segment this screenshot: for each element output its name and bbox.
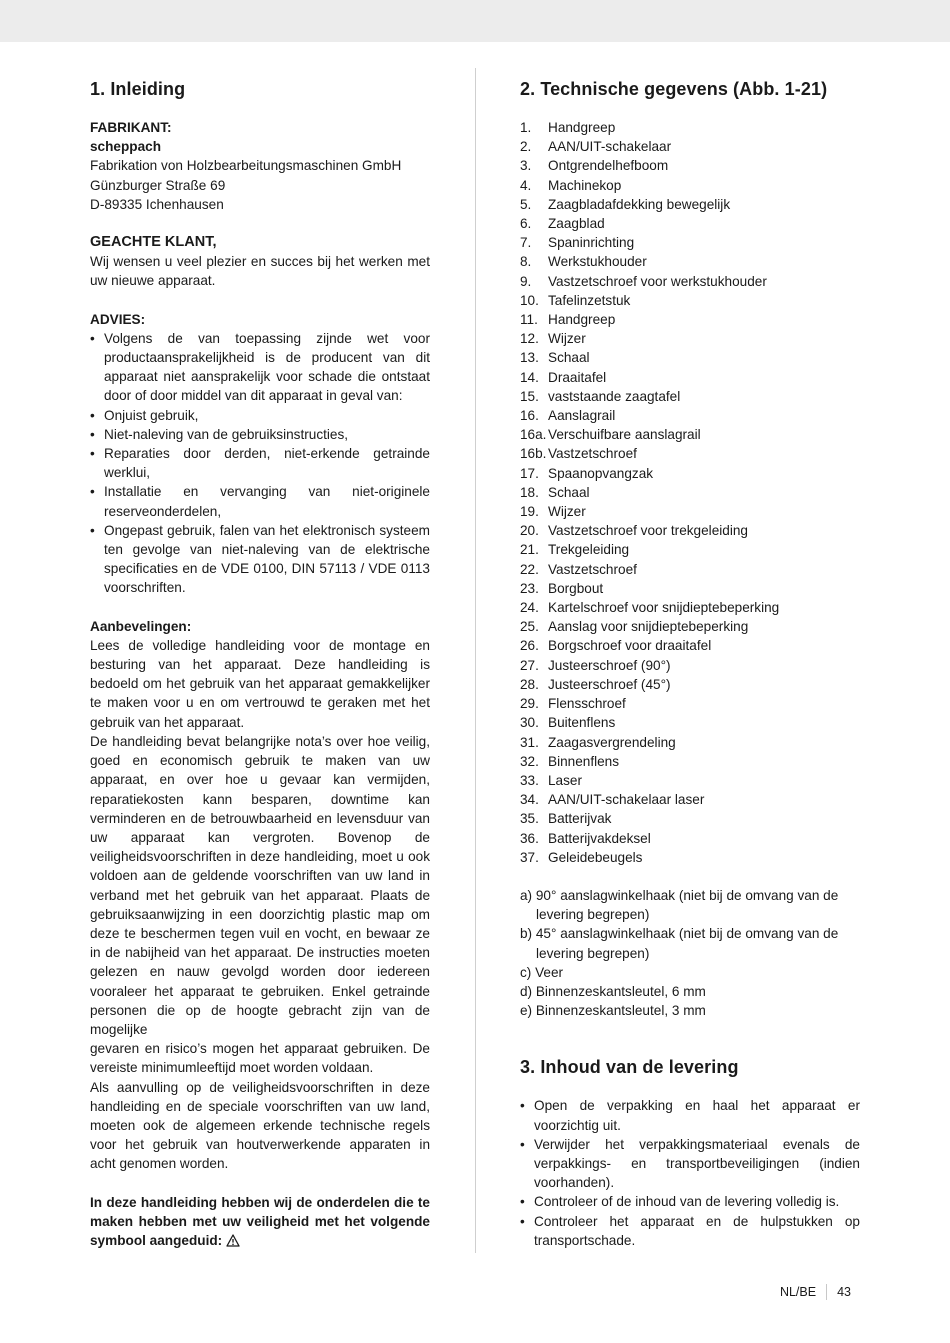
part-list-item — [520, 214, 860, 233]
greeting-title: GEACHTE KLANT, — [90, 234, 217, 251]
manufacturer-label: FABRIKANT: — [90, 120, 172, 135]
warning-triangle-icon — [226, 1233, 240, 1252]
part-list-item — [520, 464, 860, 483]
part-list-item — [520, 675, 860, 694]
recommendations-paragraph: Lees de volledige handleiding voor de montage en besturing van het apparaat. Deze handleiding is bedoeld om het gebruik van het apparaat gemakkelijker te maken voor u en om vertrouwd te geraken met het gebruik van het apparaat. — [90, 637, 430, 730]
part-number: 16a. — [520, 427, 547, 443]
part-list-item — [520, 156, 860, 175]
page-footer — [780, 1284, 851, 1300]
part-list-item — [520, 560, 860, 579]
part-number: 2. — [520, 139, 532, 155]
part-list-item — [520, 483, 860, 502]
part-label: Trekgeleiding — [548, 542, 630, 558]
part-list-item — [520, 195, 860, 214]
footer-language: NL/BE — [779, 1285, 817, 1299]
part-label: Borgbout — [548, 580, 604, 596]
part-label: Justeerschroef (90°) — [548, 657, 671, 673]
recommendations-paragraph: Als aanvulling op de veiligheidsvoorschriften in deze handleiding en de speciale voorschriften van uw land, moeten ook de algemeen erkende technische regels voor het gebruik van houtverwerkende apparaten in acht genomen worden. — [90, 1079, 430, 1172]
part-list-item — [520, 598, 860, 617]
part-label: Vastzetschroef — [548, 561, 637, 577]
list-item: • Open de verpakking en haal het apparaat er voorzichtig uit. — [520, 1096, 860, 1134]
part-label: Binnenflens — [548, 753, 620, 769]
part-list-item — [520, 848, 860, 867]
part-number: 12. — [520, 331, 539, 347]
part-number: 13. — [520, 350, 539, 366]
part-number: 7. — [520, 235, 532, 251]
part-label: vaststaande zaagtafel — [548, 388, 681, 404]
part-list-item — [520, 252, 860, 271]
list-item: • Niet-naleving van de gebruiksinstructies, — [90, 425, 430, 444]
part-list-item — [520, 809, 860, 828]
part-list-item — [520, 790, 860, 809]
part-label: Batterijvakdeksel — [548, 830, 651, 846]
part-number: 31. — [520, 734, 539, 750]
list-item: • Volgens de van toepassing zijnde wet voor productaansprakelijkheid is de producent van dit apparaat niet aansprakelijk voor schade die ontstaat door of door middel van dit apparaat in geval van: — [90, 329, 430, 406]
part-number: 24. — [520, 600, 539, 616]
part-label: AAN/UIT-schakelaar — [548, 139, 672, 155]
part-list-item — [520, 425, 860, 444]
part-label: Verschuifbare aanslagrail — [548, 427, 701, 443]
part-number: 20. — [520, 523, 539, 539]
part-label: Buitenflens — [548, 715, 616, 731]
part-number: 8. — [520, 254, 532, 270]
recommendations-paragraph: De handleiding bevat belangrijke nota’s over hoe veilig, goed en economisch gebruik te maken van uw apparaat, en over hoe u gevaar kan vermijden, reparatiekosten kann besparen, downtime kan verminderen en de betrouwbaarheid en levensduur van uw apparaat kan vergroten. Bovenop de veiligheidsvoorschriften in deze handleiding, moet u ook voldoen aan de geldende voorschriften van uw land in verband met het gebruik van het apparaat. Plaats de gebruiksaanwijzing in een doorzichtig plastic map om deze te beschermen tegen vuil en vocht, en bewaar ze in de nabijheid van het apparaat. De instructies moeten gelezen en nauw gevolgd worden door iedereen vooraleer het apparaat te gebruiken. Enkel getrainde personen die op de hoogte gebracht zijn van de mogelijke — [90, 733, 430, 1037]
list-item: • Reparaties door derden, niet-erkende getrainde werklui, — [90, 444, 430, 482]
part-list-item — [520, 233, 860, 252]
list-item: • Verwijder het verpakkingsmateriaal evenals de verpakkings- en transportbeveiligingen (indien voorhanden). — [520, 1135, 860, 1193]
list-item: • Installatie en vervanging van niet-originele reserveonderdelen, — [90, 482, 430, 520]
part-number: 18. — [520, 484, 539, 500]
part-list-item — [520, 137, 860, 156]
part-list-item — [520, 310, 860, 329]
part-list-item — [520, 771, 860, 790]
part-list-item — [520, 579, 860, 598]
part-label: Batterijvak — [548, 811, 612, 827]
parts-list — [520, 118, 860, 867]
part-number: 22. — [520, 561, 539, 577]
section-1-title: 1. Inleiding — [90, 79, 186, 99]
address-line: Fabrikation von Holzbearbeitungsmaschinen GmbH — [90, 158, 402, 174]
part-number: 6. — [520, 216, 532, 232]
part-list-item — [520, 636, 860, 655]
part-list-item — [520, 617, 860, 636]
manufacturer-name: scheppach — [90, 139, 162, 155]
part-number: 9. — [520, 273, 532, 289]
part-label: Aanslagrail — [548, 408, 616, 424]
list-item: • Controleer het apparaat en de hulpstukken op transportschade. — [520, 1212, 860, 1250]
part-label: Handgreep — [548, 120, 616, 135]
left-column — [90, 78, 430, 1252]
column-divider — [475, 68, 476, 1253]
section-3-title: 3. Inhoud van de levering — [520, 1057, 739, 1078]
part-label: Draaitafel — [548, 369, 607, 385]
recommendations-label: Aanbevelingen: — [90, 618, 192, 634]
list-item: • Controleer of de inhoud van de levering volledig is. — [520, 1192, 860, 1211]
part-list-item — [520, 118, 860, 137]
part-label: Borgschroef voor draaitafel — [548, 638, 712, 654]
section-2-title: 2. Technische gegevens (Abb. 1-21) — [520, 79, 828, 99]
page-top-band — [0, 0, 950, 42]
greeting-text: Wij wensen u veel plezier en succes bij het werken met uw nieuwe apparaat. — [90, 254, 430, 289]
part-list-item — [520, 329, 860, 348]
part-list-item — [520, 348, 860, 367]
part-number: 19. — [520, 504, 539, 520]
part-label: Machinekop — [548, 177, 622, 193]
part-number: 4. — [520, 177, 532, 193]
part-list-item — [520, 387, 860, 406]
part-list-item — [520, 291, 860, 310]
part-label: AAN/UIT-schakelaar laser — [548, 792, 705, 808]
part-number: 32. — [520, 753, 539, 769]
part-label: Handgreep — [548, 312, 616, 328]
recommendations-paragraph: gevaren en risico’s mogen het apparaat gebruiken. De vereiste minimumleeftijd moet worden voldaan. — [90, 1041, 430, 1076]
part-label: Kartelschroef voor snijdieptebeperking — [548, 600, 780, 616]
part-list-item — [520, 713, 860, 732]
part-label: Schaal — [548, 350, 590, 366]
part-number: 28. — [520, 676, 539, 692]
list-item: d) Binnenzeskantsleutel, 6 mm — [520, 983, 706, 999]
list-item: b) 45° aanslagwinkelhaak (niet bij de omvang van de levering begrepen) — [520, 926, 839, 961]
part-number: 27. — [520, 657, 539, 673]
part-list-item — [520, 733, 860, 752]
address-line: D-89335 Ichenhausen — [90, 196, 224, 212]
part-number: 17. — [520, 465, 539, 481]
safety-symbol-note-text: In deze handleiding hebben wij de onderdelen die te maken hebben met uw veiligheid met het volgende symbool aangeduid: — [90, 1194, 430, 1248]
part-list-item — [520, 694, 860, 713]
part-list-item — [520, 521, 860, 540]
part-label: Justeerschroef (45°) — [548, 676, 671, 692]
part-list-item — [520, 752, 860, 771]
part-number: 16. — [520, 408, 539, 424]
part-label: Vastzetschroef — [548, 446, 637, 462]
safety-symbol-note — [90, 1193, 430, 1253]
part-number: 25. — [520, 619, 539, 635]
part-list-item — [520, 406, 860, 425]
list-item: a) 90° aanslagwinkelhaak (niet bij de omvang van de levering begrepen) — [520, 887, 839, 923]
part-number: 5. — [520, 196, 532, 212]
part-number: 34. — [520, 792, 539, 808]
part-list-item — [520, 502, 860, 521]
page-number: 43 — [837, 1285, 851, 1299]
address-line: Günzburger Straße 69 — [90, 177, 226, 193]
part-number: 11. — [520, 312, 538, 328]
part-list-item — [520, 540, 860, 559]
part-label: Vastzetschroef voor werkstukhouder — [548, 273, 767, 289]
part-number: 33. — [520, 772, 539, 788]
part-number: 36. — [520, 830, 539, 846]
part-list-item — [520, 368, 860, 387]
part-list-item — [520, 176, 860, 195]
advice-list — [90, 329, 430, 598]
part-label: Ontgrendelhefboom — [548, 158, 669, 174]
part-number: 37. — [520, 849, 539, 865]
part-number: 16b. — [520, 446, 547, 462]
part-number: 1. — [520, 120, 532, 135]
right-column — [520, 78, 860, 1250]
part-label: Wijzer — [548, 331, 586, 347]
part-number: 15. — [520, 388, 539, 404]
advice-label: ADVIES: — [90, 311, 146, 327]
part-number: 14. — [520, 369, 539, 385]
part-number: 35. — [520, 811, 539, 827]
footer-separator — [826, 1284, 827, 1300]
part-number: 26. — [520, 638, 539, 654]
part-label: Laser — [548, 772, 583, 788]
delivery-contents-list — [520, 1096, 860, 1250]
part-label: Zaagblad — [548, 216, 605, 232]
list-item: • Onjuist gebruik, — [90, 406, 430, 425]
part-number: 10. — [520, 292, 539, 308]
accessories-list — [520, 886, 860, 1020]
part-label: Spaninrichting — [548, 235, 635, 251]
part-label: Wijzer — [548, 504, 586, 520]
part-list-item — [520, 656, 860, 675]
part-number: 30. — [520, 715, 539, 731]
part-label: Aanslag voor snijdieptebeperking — [548, 619, 749, 635]
list-item: e) Binnenzeskantsleutel, 3 mm — [520, 1003, 706, 1019]
part-label: Flensschroef — [548, 696, 626, 712]
list-item: c) Veer — [520, 964, 564, 980]
part-label: Tafelinzetstuk — [548, 292, 631, 308]
part-label: Vastzetschroef voor trekgeleiding — [548, 523, 748, 539]
part-list-item — [520, 272, 860, 291]
part-number: 21. — [520, 542, 539, 558]
part-label: Geleidebeugels — [548, 849, 643, 865]
part-label: Schaal — [548, 484, 590, 500]
part-label: Zaagasvergrendeling — [548, 734, 676, 750]
part-list-item — [520, 829, 860, 848]
part-label: Werkstukhouder — [548, 254, 647, 270]
part-label: Spaanopvangzak — [548, 465, 654, 481]
part-label: Zaagbladafdekking bewegelijk — [548, 196, 731, 212]
list-item: • Ongepast gebruik, falen van het elektronisch systeem ten gevolge van niet-naleving van de elektrische specificaties en de VDE 0100, DIN 57113 / VDE 0113 voorschriften. — [90, 521, 430, 598]
part-number: 23. — [520, 580, 539, 596]
part-number: 29. — [520, 696, 539, 712]
part-list-item — [520, 444, 860, 463]
part-number: 3. — [520, 158, 532, 174]
